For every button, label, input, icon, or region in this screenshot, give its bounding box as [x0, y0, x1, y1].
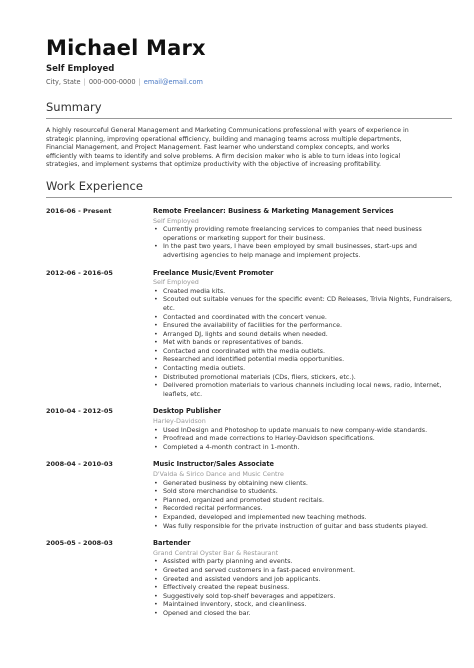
bullet-item: • Maintained inventory, stock, and cleanliness.	[153, 601, 453, 610]
email-link[interactable]: email@email.com	[143, 78, 203, 86]
bullet-item: • Researched and identified potential media opportunities.	[153, 356, 453, 365]
bullet-item: • Generated business by obtaining new clients.	[153, 480, 453, 489]
bullet-item: • Contacted and coordinated with the concert venue.	[153, 314, 453, 323]
entry-role: Music Instructor/Sales Associate	[153, 460, 274, 469]
bullet-item: • Ensured the availability of facilities for the performance.	[153, 322, 453, 331]
experience-entry	[46, 207, 452, 261]
entry-role: Remote Freelancer: Business & Marketing Management Services	[153, 206, 394, 215]
bullet-item: • Used InDesign and Photoshop to update manuals to new company-wide standards.	[153, 427, 453, 436]
entry-bullet-list	[153, 427, 453, 453]
entry-dates: 2010-04 - 2012-05	[46, 407, 113, 416]
section-divider	[46, 118, 452, 119]
summary-heading: Summary	[46, 100, 102, 114]
bullet-item: • Arranged DJ, lights and sound details when needed.	[153, 331, 453, 340]
bullet-item: • Delivered promotion materials to various channels including local news, radio, Internet, leaflets, etc.	[153, 382, 453, 399]
bullet-item: • Suggestively sold top-shelf beverages and appetizers.	[153, 593, 453, 602]
entry-company: Grand Central Oyster Bar & Restaurant	[153, 548, 279, 557]
bullet-item: • Created media kits.	[153, 288, 453, 297]
entry-details	[153, 207, 453, 261]
experience-entry	[46, 539, 452, 618]
entry-details	[153, 460, 453, 531]
phone-text: 000-000-0000	[88, 78, 136, 86]
bullet-item: • Completed a 4-month contract in 1-month.	[153, 444, 453, 453]
bullet-item: • In the past two years, I have been employed by small businesses, start-ups and advertising agencies to help manage and implement projects.	[153, 243, 453, 260]
bullet-item: • Assisted with party planning and events.	[153, 558, 453, 567]
entry-company: Self Employed	[153, 216, 199, 225]
contact-separator: |	[138, 78, 141, 86]
bullet-item: • Sold store merchandise to students.	[153, 488, 453, 497]
bullet-item: • Contacted and coordinated with the media outlets.	[153, 348, 453, 357]
bullet-item: • Currently providing remote freelancing services to companies that need business operations or marketing support for their business.	[153, 226, 453, 243]
experience-list	[46, 207, 452, 619]
entry-dates: 2008-04 - 2010-03	[46, 460, 113, 469]
entry-bullet-list	[153, 480, 453, 532]
contact-line	[46, 78, 452, 87]
experience-entry	[46, 407, 452, 452]
bullet-item: • Expanded, developed and implemented new teaching methods.	[153, 514, 453, 523]
bullet-item: • Proofread and made corrections to Harley-Davidson specifications.	[153, 435, 453, 444]
entry-company: D'Valda & Sirico Dance and Music Centre	[153, 470, 284, 478]
summary-paragraph: A highly resourceful General Management and Marketing Communications professional with years of experience in strategic planning, improving operational efficiency, building and managing teams across multiple departments, Financial Management, and Project Management. Fast learner who understand complex concepts, and works efficiently with teams to identify and solve problems. A firm decision maker who is able to turn ideas into logical strategies, and implement systems that optimize productivity with the objective of increasing profitability.	[46, 127, 409, 169]
experience-heading: Work Experience	[46, 178, 143, 193]
experience-entry	[46, 269, 452, 400]
entry-dates: 2005-05 - 2008-03	[46, 539, 113, 548]
bullet-item: • Contacting media outlets.	[153, 365, 453, 374]
entry-company: Self Employed	[153, 278, 199, 287]
experience-entry	[46, 460, 452, 531]
entry-role: Freelance Music/Event Promoter	[153, 268, 274, 277]
entry-details	[153, 407, 453, 452]
bullet-item: • Distributed promotional materials (CDs, fliers, stickers, etc.).	[153, 374, 453, 383]
bullet-item: • Planned, organized and promoted student recitals.	[153, 497, 453, 506]
entry-details	[153, 539, 453, 618]
bullet-item: • Effectively created the repeat business.	[153, 584, 453, 593]
entry-bullet-list	[153, 288, 453, 400]
candidate-name: Michael Marx	[46, 36, 206, 60]
bullet-item: • Recorded recital performances.	[153, 505, 453, 514]
bullet-item: • Greeted and assisted vendors and job applicants.	[153, 576, 453, 585]
entry-bullet-list	[153, 226, 453, 260]
entry-dates: 2012-06 - 2016-05	[46, 268, 113, 277]
entry-dates: 2016-06 - Present	[46, 206, 112, 215]
entry-company: Harley-Davidson	[153, 417, 206, 426]
bullet-item: • Greeted and served customers in a fast-paced environment.	[153, 567, 453, 576]
entry-role: Bartender	[153, 539, 191, 548]
bullet-item: • Opened and closed the bar.	[153, 610, 453, 619]
entry-role: Desktop Publisher	[153, 407, 222, 416]
bullet-item: • Met with bands or representatives of bands.	[153, 339, 453, 348]
candidate-title: Self Employed	[46, 64, 115, 74]
bullet-item: • Was fully responsible for the private instruction of guitar and bass students played.	[153, 523, 453, 532]
bullet-item: • Scouted out suitable venues for the specific event: CD Releases, Trivia Nights, Fundraisers, etc.	[153, 296, 453, 313]
entry-details	[153, 269, 453, 400]
location-text: City, State	[46, 78, 81, 86]
section-divider	[46, 197, 452, 198]
entry-bullet-list	[153, 558, 453, 618]
contact-separator: |	[83, 78, 86, 86]
